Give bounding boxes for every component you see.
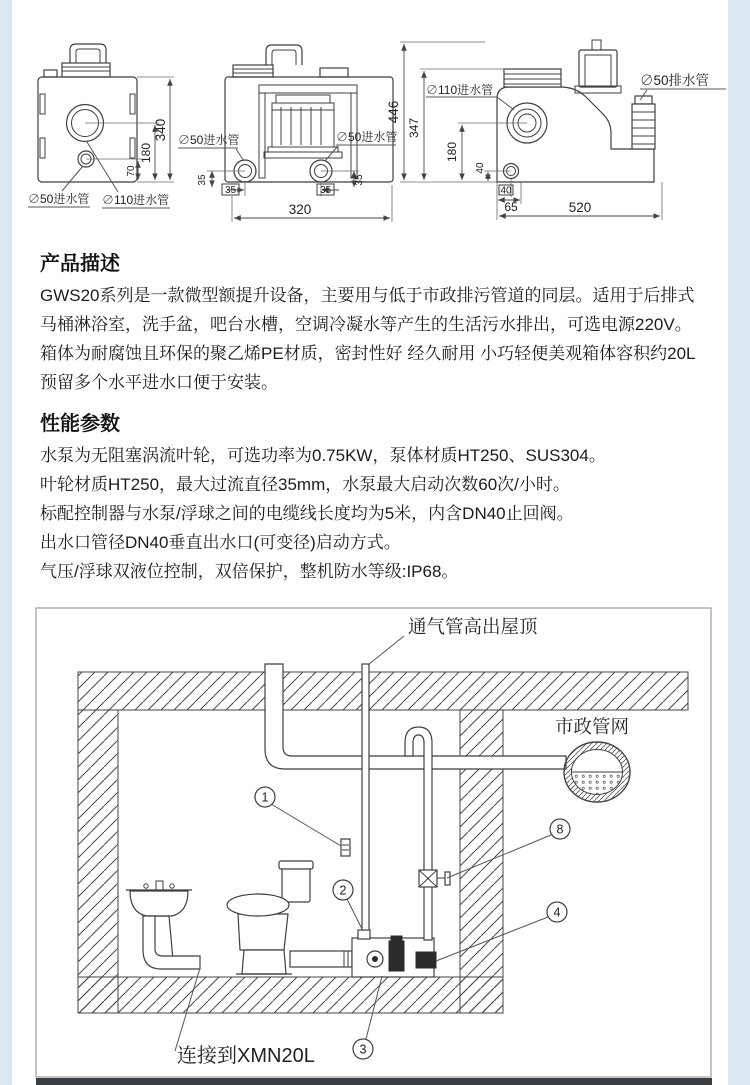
dim-320: 320	[288, 202, 312, 217]
description-heading: 产品描述	[40, 253, 120, 275]
parameter-line: 气压/浮球双液位控制，双倍保护，整机防水等级:IP68。	[40, 562, 459, 581]
dim-35-right-h: 35	[319, 185, 332, 196]
outlet-cap	[635, 96, 652, 104]
pump-discharge-connector	[416, 952, 436, 968]
label-inlet-110-side: ∅110进水管	[426, 83, 494, 97]
pump-vent-connection	[358, 930, 370, 939]
vent-pipe	[362, 664, 369, 940]
label-inlet-50-right: ∅50进水管	[336, 130, 398, 144]
dim-180: 180	[139, 142, 153, 164]
dim-40-v: 40	[475, 162, 486, 174]
check-valve	[419, 870, 450, 887]
dim-35-left-v: 35	[197, 174, 208, 186]
parameter-line: 标配控制器与水泵/浮球之间的电缆线长度均为5米，内含DN40止回阀。	[40, 504, 574, 523]
sink-bowl	[130, 891, 188, 916]
toilet-tank	[282, 866, 310, 902]
parameter-line: 叶轮材质HT250，最大过流直径35mm，水泵最大启动次数60次/小时。	[40, 475, 570, 494]
handle-outline	[70, 44, 106, 63]
outlet-fitting	[632, 104, 655, 149]
description-line: 箱体为耐腐蚀且环保的聚乙烯PE材质，密封性好 经久耐用 小巧轻便美观箱体容积约20L	[40, 344, 696, 363]
left-wall	[78, 710, 118, 1013]
label-outlet-50: ∅50排水管	[640, 73, 710, 88]
page-content	[12, 0, 728, 1085]
parameter-line: 水泵为无阻塞涡流叶轮，可选功率为0.75KW，泵体材质HT250、SUS304。	[40, 446, 606, 465]
dim-40-h: 40	[500, 185, 512, 197]
dim-70: 70	[126, 165, 137, 177]
front-view-drawing	[28, 44, 174, 208]
parameters-heading: 性能参数	[40, 413, 120, 435]
side-view-drawing	[386, 40, 726, 220]
svg-text:2: 2	[339, 883, 347, 898]
pump-top-block	[276, 95, 330, 103]
control-box	[341, 839, 350, 856]
connect-label: 连接到XMN20L	[177, 1045, 315, 1067]
municipal-sewer	[564, 742, 630, 802]
description-line: 预留多个水平进水口便于安装。	[40, 373, 278, 392]
municipal-network-label: 市政管网	[555, 716, 630, 737]
dim-35-right-v: 35	[354, 174, 365, 186]
pump-view-drawing	[178, 45, 397, 222]
floor-slab	[78, 977, 503, 1013]
description-line: GWS20系列是一款微型额提升设备，主要用与低于市政排污管道的同层。适用于后排式	[40, 286, 695, 305]
dim-340: 340	[153, 118, 168, 142]
ceiling-slab	[78, 672, 688, 710]
technical-drawings	[12, 0, 728, 250]
dim-520: 520	[568, 200, 592, 215]
svg-text:1: 1	[261, 790, 269, 805]
svg-text:8: 8	[556, 822, 564, 837]
toilet-outlet-pipe	[290, 951, 352, 967]
dim-347: 347	[407, 117, 421, 139]
toilet-base	[242, 950, 286, 974]
description-line: 马桶淋浴室，洗手盆，吧台水槽，空调冷凝水等产生的生活污水排出，可选电源220V。	[40, 315, 692, 334]
dim-65: 65	[504, 200, 518, 214]
installation-diagram	[35, 605, 713, 1079]
vent-pipe-label: 通气管高出屋顶	[408, 616, 538, 637]
label-inlet-50: ∅50进水管	[28, 192, 90, 206]
dim-180-side: 180	[445, 141, 459, 163]
svg-text:3: 3	[359, 1042, 367, 1057]
tank-body-side	[497, 87, 654, 182]
label-inlet-50-left: ∅50进水管	[178, 133, 240, 147]
description-paragraph	[40, 281, 696, 397]
next-section-edge	[36, 1078, 712, 1085]
pump-motor	[389, 941, 404, 971]
svg-text:4: 4	[553, 905, 561, 920]
parameter-line: 出水口管径DN40垂直出水口(可变径)启动方式。	[40, 533, 401, 552]
pump-stem	[592, 40, 601, 51]
dim-446: 446	[386, 100, 401, 124]
label-inlet-110: ∅110进水管	[102, 193, 170, 207]
toilet-seat	[227, 894, 289, 916]
dim-35-left-h: 35	[224, 185, 237, 196]
parameters-paragraph	[40, 441, 606, 586]
